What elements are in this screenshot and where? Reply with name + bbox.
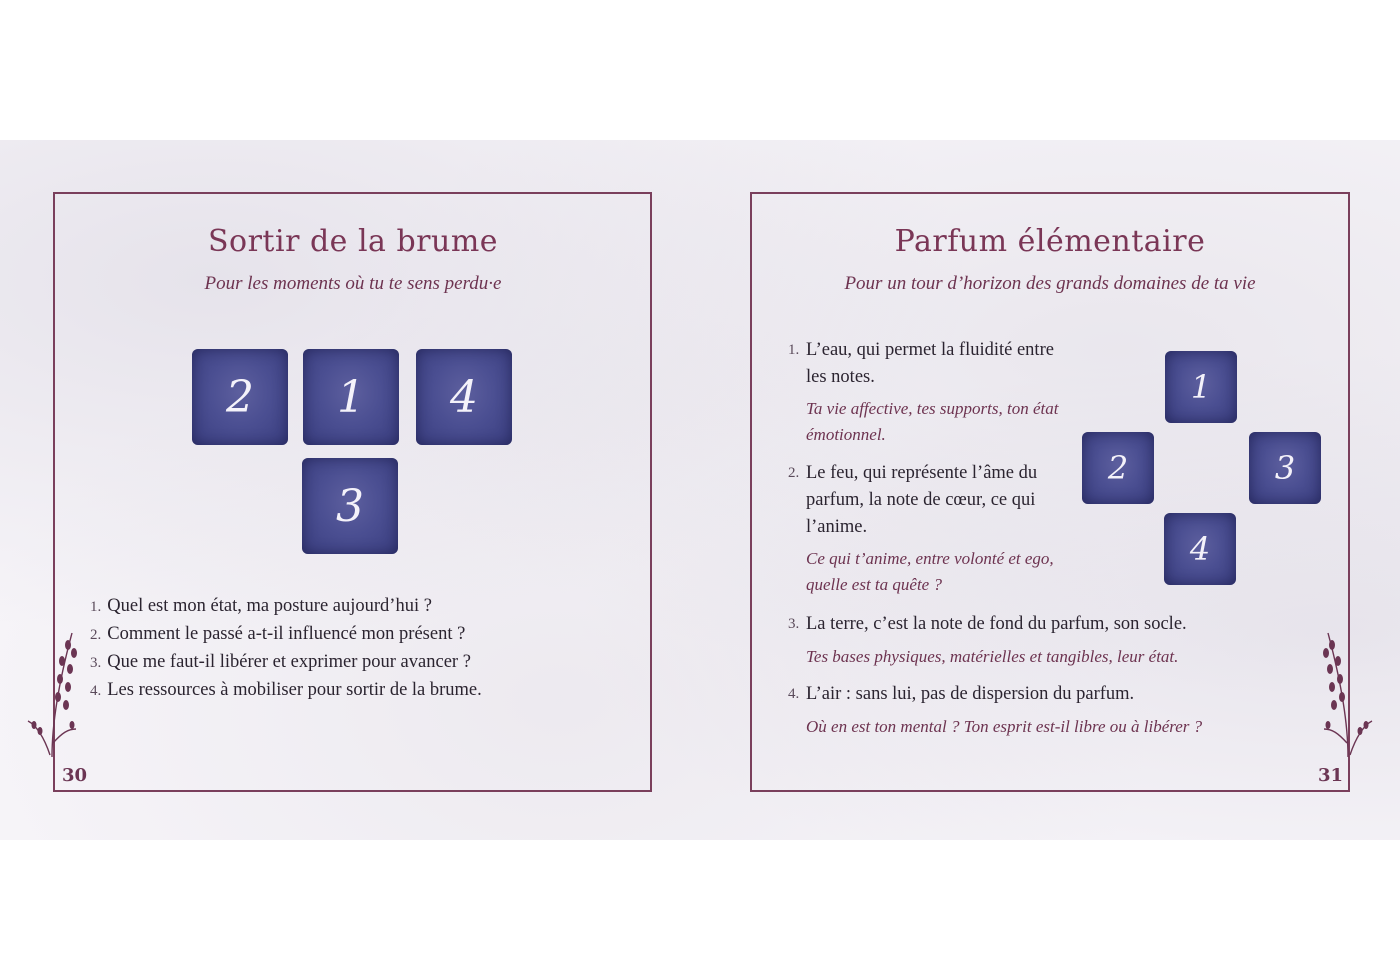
list-item xyxy=(788,460,1038,541)
right-page-title: Parfum élémentaire xyxy=(894,224,1206,259)
list-item xyxy=(90,677,610,705)
list-text: Que me faut-il libérer et exprimer pour avancer ? xyxy=(107,652,471,672)
tarot-card-position-3: 3 xyxy=(1249,432,1321,504)
tarot-card-position-1: 1 xyxy=(1165,351,1237,423)
note-text: Ce qui t’anime, entre volonté et ego, xyxy=(806,549,1054,568)
question-list xyxy=(90,593,610,705)
list-item xyxy=(90,649,610,677)
tarot-card-position-2: 2 xyxy=(192,349,288,445)
item-note xyxy=(806,546,1054,598)
list-item xyxy=(788,337,1054,391)
note-text: quelle est ta quête ? xyxy=(806,575,942,594)
list-item xyxy=(788,681,1135,708)
lavender-sprig-icon xyxy=(1318,625,1378,760)
lavender-sprig-icon xyxy=(22,625,82,760)
tarot-card-position-4: 4 xyxy=(1164,513,1236,585)
list-item xyxy=(90,621,610,649)
note-text: Ta vie affective, tes supports, ton état xyxy=(806,399,1059,418)
list-number: 1. xyxy=(90,599,102,615)
list-number: 3. xyxy=(90,655,102,671)
list-text: Le feu, qui représente l’âme du xyxy=(806,463,1038,483)
list-number: 1. xyxy=(788,342,800,358)
list-number: 4. xyxy=(90,683,102,699)
item-note xyxy=(806,644,1178,670)
tarot-card-position-3: 3 xyxy=(302,458,398,554)
note-text: Tes bases physiques, matérielles et tangibles, leur état. xyxy=(806,647,1179,666)
tarot-card-position-4: 4 xyxy=(416,349,512,445)
list-text: L’eau, qui permet la fluidité entre xyxy=(806,340,1054,360)
page-number-right: 31 xyxy=(1318,765,1344,786)
list-item xyxy=(90,593,610,621)
list-number: 2. xyxy=(90,627,102,643)
list-text: Les ressources à mobiliser pour sortir de la brume. xyxy=(107,680,482,700)
list-text: La terre, c’est la note de fond du parfum, son socle. xyxy=(806,614,1187,634)
item-note xyxy=(806,714,1202,740)
list-text: Comment le passé a-t-il influencé mon présent ? xyxy=(107,624,466,644)
list-number: 4. xyxy=(788,686,800,702)
item-note xyxy=(806,396,1058,448)
left-page-title: Sortir de la brume xyxy=(207,224,499,259)
list-number: 3. xyxy=(788,616,800,632)
list-text: l’anime. xyxy=(806,517,868,537)
right-page-subtitle: Pour un tour d’horizon des grands domaines de ta vie xyxy=(844,273,1256,294)
list-item xyxy=(788,611,1187,638)
list-text: Quel est mon état, ma posture aujourd’hui ? xyxy=(107,596,432,616)
left-page-subtitle: Pour les moments où tu te sens perdu·e xyxy=(204,273,502,294)
list-text: L’air : sans lui, pas de dispersion du parfum. xyxy=(806,684,1135,704)
tarot-card-position-2: 2 xyxy=(1082,432,1154,504)
tarot-card-position-1: 1 xyxy=(303,349,399,445)
list-number: 2. xyxy=(788,465,800,481)
note-text: émotionnel. xyxy=(806,425,886,444)
page-number-left: 30 xyxy=(62,765,88,786)
list-text: parfum, la note de cœur, ce qui xyxy=(806,490,1036,510)
note-text: Où en est ton mental ? Ton esprit est-il libre ou à libérer ? xyxy=(806,717,1203,736)
list-text: les notes. xyxy=(806,367,875,387)
